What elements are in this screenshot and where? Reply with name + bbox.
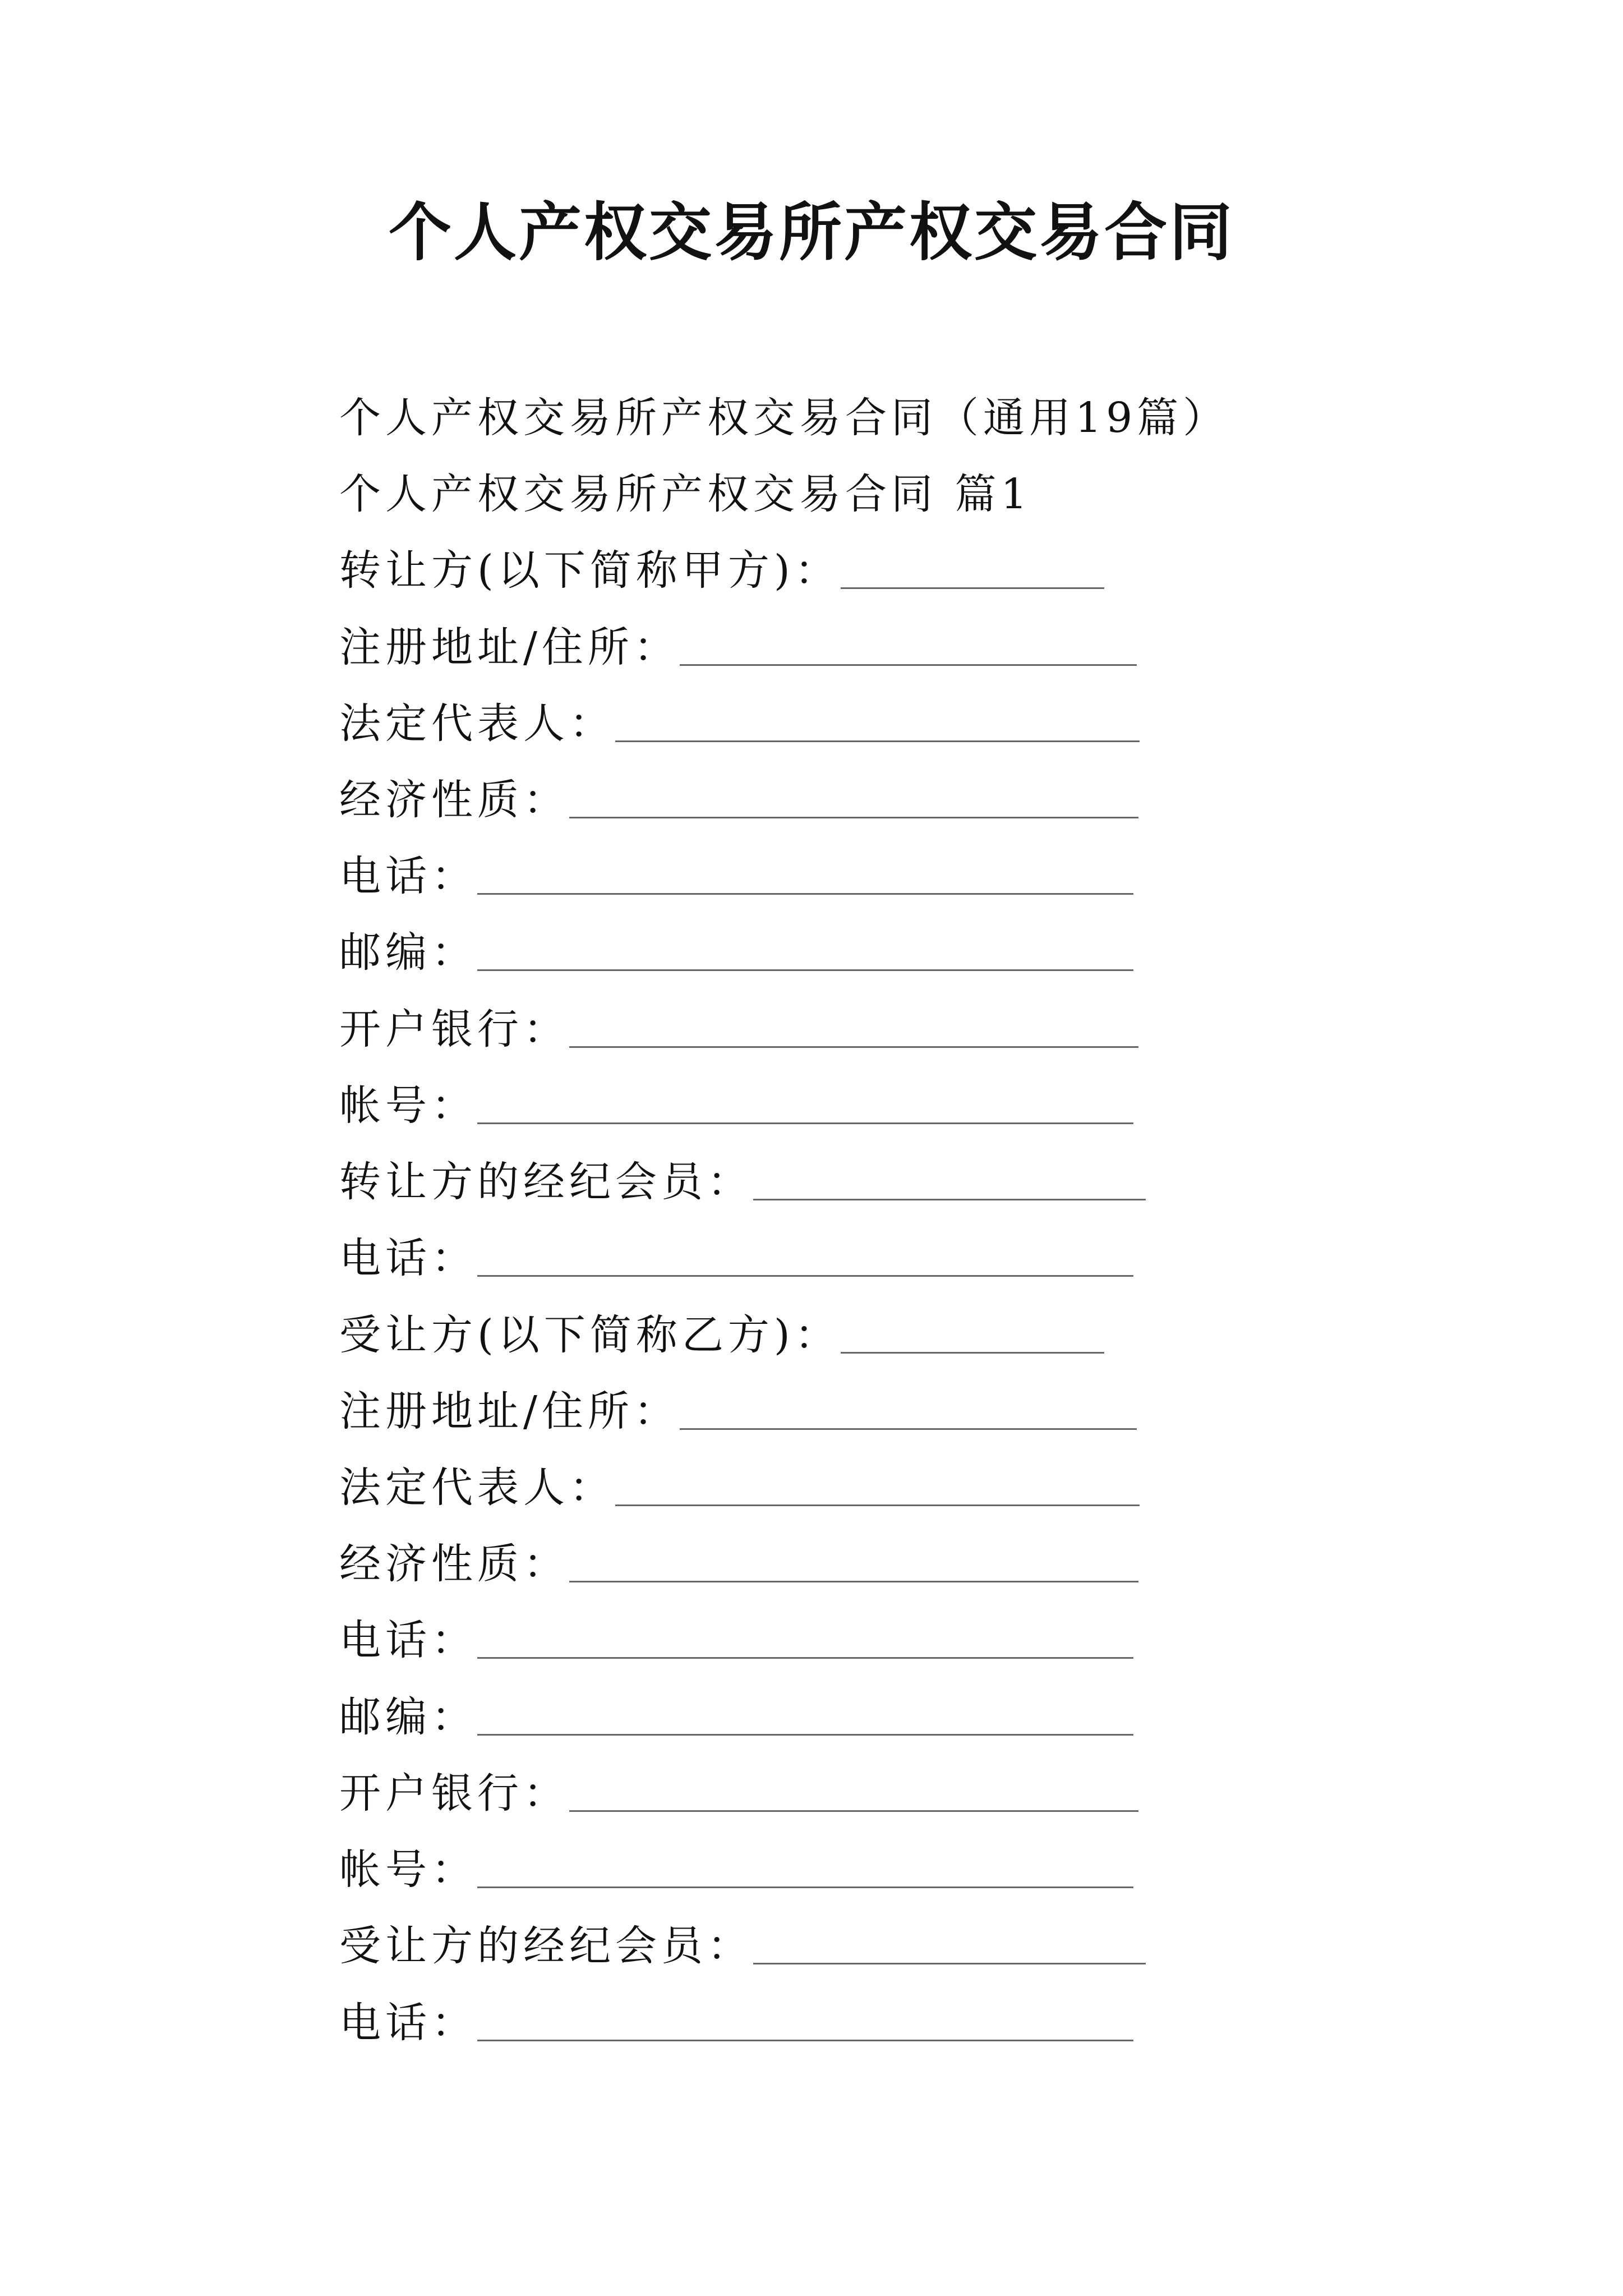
field-account [339, 1839, 1133, 1901]
field-label: 开户银行： [339, 1769, 569, 1818]
field-broker-phone [339, 1992, 1133, 2054]
field-label: 邮编： [339, 1693, 477, 1741]
fill-in-blank[interactable] [477, 969, 1133, 971]
fill-in-blank[interactable] [477, 1657, 1133, 1659]
fill-in-blank[interactable] [680, 1428, 1137, 1430]
field-postcode [339, 1686, 1133, 1748]
field-registered-address [339, 1381, 1137, 1442]
field-label: 转让方(以下简称甲方)： [339, 546, 841, 595]
field-label: 受让方的经纪会员： [339, 1922, 753, 1970]
field-phone [339, 1609, 1133, 1671]
field-label: 法定代表人： [339, 1464, 615, 1512]
field-legal-representative [339, 693, 1140, 754]
fill-in-blank[interactable] [569, 1810, 1138, 1812]
fill-in-blank[interactable] [753, 1199, 1146, 1200]
fill-in-blank[interactable] [569, 1046, 1138, 1048]
fill-in-blank[interactable] [569, 1581, 1138, 1582]
fill-in-blank[interactable] [477, 2040, 1133, 2041]
fill-in-blank[interactable] [477, 1734, 1133, 1736]
document-subtitle [339, 387, 1229, 449]
field-bank [339, 999, 1138, 1060]
fill-in-blank[interactable] [477, 1887, 1133, 1888]
field-bank [339, 1763, 1138, 1824]
field-phone [339, 845, 1133, 907]
field-label: 受让方(以下简称乙方)： [339, 1311, 841, 1359]
field-account [339, 1075, 1133, 1137]
fill-in-blank[interactable] [477, 1275, 1133, 1277]
field-transferor-broker [339, 1151, 1146, 1213]
fill-in-blank[interactable] [841, 587, 1104, 589]
field-label: 注册地址/住所： [339, 623, 680, 671]
document-title: 个人产权交易所产权交易合同 [389, 196, 1234, 269]
field-label: 帐号： [339, 1846, 477, 1894]
field-registered-address [339, 616, 1137, 678]
fill-in-blank[interactable] [615, 1504, 1140, 1506]
field-label: 邮编： [339, 928, 477, 977]
field-label: 电话： [339, 852, 477, 900]
field-economic-nature [339, 1533, 1138, 1595]
fill-in-blank[interactable] [841, 1352, 1104, 1354]
field-label: 电话： [339, 1999, 477, 2047]
section-heading [339, 463, 1032, 525]
field-transferor [339, 540, 1104, 601]
field-legal-representative [339, 1457, 1140, 1519]
field-postcode [339, 922, 1133, 983]
field-label: 法定代表人： [339, 700, 615, 748]
field-transferee-broker [339, 1915, 1146, 1977]
field-broker-phone [339, 1227, 1133, 1289]
field-transferee [339, 1304, 1104, 1366]
field-label: 转让方的经纪会员： [339, 1158, 753, 1206]
fill-in-blank[interactable] [753, 1963, 1146, 1964]
subtitle-text: 个人产权交易所产权交易合同（通用19篇） [339, 394, 1229, 442]
field-label: 帐号： [339, 1082, 477, 1130]
section-heading-text: 个人产权交易所产权交易合同 篇1 [339, 470, 1032, 518]
fill-in-blank[interactable] [615, 740, 1140, 742]
fill-in-blank[interactable] [477, 893, 1133, 895]
field-economic-nature [339, 769, 1138, 831]
fill-in-blank[interactable] [477, 1122, 1133, 1124]
field-label: 开户银行： [339, 1005, 569, 1053]
field-label: 经济性质： [339, 776, 569, 824]
field-label: 注册地址/住所： [339, 1387, 680, 1435]
field-label: 经济性质： [339, 1540, 569, 1588]
fill-in-blank[interactable] [680, 664, 1137, 666]
field-label: 电话： [339, 1616, 477, 1664]
field-label: 电话： [339, 1234, 477, 1282]
fill-in-blank[interactable] [569, 817, 1138, 818]
